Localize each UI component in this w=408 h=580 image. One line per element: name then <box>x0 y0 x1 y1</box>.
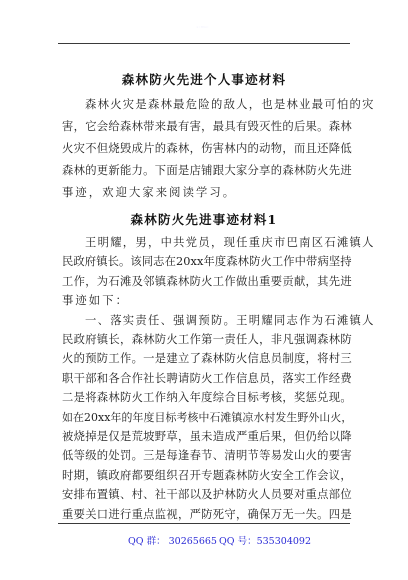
body-line: 二是将森林防火工作纳入年度综合目标考核，奖惩兑现。 <box>62 391 352 405</box>
footer-qq-number: QQ 号：535304092 <box>219 536 311 547</box>
body-line: 如在20xx年的年度目标考核中石滩镇凉水村发生野外山火， <box>62 410 353 424</box>
intro-line: 事迹，欢迎大家来阅读学习。 <box>62 186 237 199</box>
body-line: 王明耀，男，中共党员，现任重庆市巴南区石滩镇人 <box>85 236 375 249</box>
body-line: 重要关口进行重点监视，严防死守，确保万无一失。四是 <box>62 507 352 521</box>
body-line: 低等级的处罚。三是每逢春节、清明节等易发山火的要害 <box>62 449 352 463</box>
body-line: 安排布置镇、村、社干部以及护林防火人员要对重点部位 <box>62 488 352 502</box>
intro-line: 火灾不但烧毁成片的森林，伤害林内的动物，而且还降低 <box>62 142 352 155</box>
body-line: 一、落实责任、强调预防。王明耀同志作为石滩镇人 <box>85 313 375 327</box>
body-line: 职干部和各合作社长聘请防火工作信息员，落实工作经费 <box>62 371 352 385</box>
intro-line: 森林的更新能力。下面是店铺跟大家分享的森林防火先进 <box>62 164 352 177</box>
footer-qq-group: QQ 群： 30265665 <box>128 536 217 547</box>
section-title: 森林防火先进事迹材料1 <box>130 212 278 227</box>
body-line: 被烧掉是仅是荒坡野草，虽未造成严重后果，但仍给以降 <box>62 430 352 443</box>
body-line: 事迹如下： <box>62 294 129 308</box>
intro-line: 害，它会给森林带来最有害，最具有毁灭性的后果。森林 <box>62 120 352 133</box>
footer-divider <box>58 523 350 524</box>
body-line: 民政府镇长。该同志在20xx年度森林防火工作中带病坚持 <box>62 255 352 269</box>
intro-line: 森林火灾是森林最危险的敌人，也是林业最可怕的灾 <box>85 98 375 111</box>
body-line: 火的预防工作。一是建立了森林防火信息员制度，将村三 <box>62 352 352 366</box>
body-line: 时期，镇政府都要组织召开专题森林防火安全工作会议， <box>62 468 352 482</box>
body-line: 民政府镇长，森林防火工作第一责任人，非凡强调森林防 <box>62 333 352 346</box>
header-divider <box>58 43 350 44</box>
document-title: 森林防火先进个人事迹材料 <box>121 72 287 87</box>
body-line: 工作，为石滩及邻镇森林防火工作做出重要贡献，其先进 <box>62 274 352 288</box>
